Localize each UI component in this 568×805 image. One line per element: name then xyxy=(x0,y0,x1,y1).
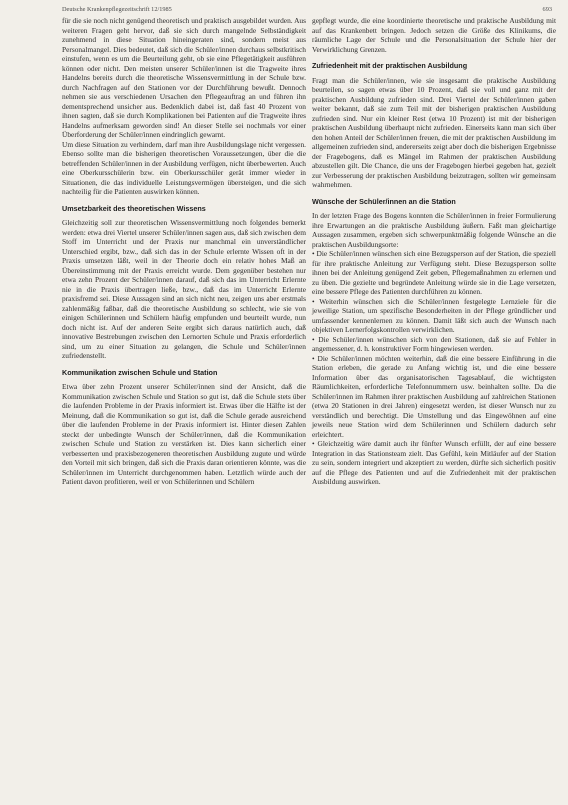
paragraph: für die sie noch nicht genügend theoretisch und praktisch ausgebildet wurden. Aus weiteren Fragen geht hervor, daß sie sich durch mangelnde Selbständigkeit zunehmend in diese Situation hineingeraten sind, sondern meist aus Personalmangel. Dies bedeutet, daß sich die Schüler/innen durchaus selbstkritisch einstufen, wenn es um die Beurteilung geht, ob sie eine Pflegetätigkeit ausführen können oder nicht. Den meisten unserer Schüler/innen ist die Tragweite ihres Handelns bereits durch die theoretische Wissensvermittlung in der Schule bzw. durch Nachfragen auf den Stationen vor der Durchführung bewußt. Dennoch nehmen sie aus verschiedenen Ursachen den Pflegeauftrag an und führen ihn dementsprechend unsicher aus. Bedenklich dabei ist, daß fast 40 Prozent von ihnen sagten, daß sie durch Komplikationen bei Patienten auf die Tragweite ihres Handelns aufmerksam geworden sind! An dieser Stelle sei nochmals vor einer Überforderung der Schüler/innen eindringlich gewarnt. xyxy=(62,16,306,139)
page-number: 693 xyxy=(542,6,552,13)
wish-list xyxy=(312,249,556,487)
running-header xyxy=(62,6,552,13)
paragraph: Um diese Situation zu verhindern, darf man ihre Ausbildungslage nicht vergessen. Ebenso sollte man die bisherigen theoretischen Voraussetzungen, über die die betreffenden Schüler/innen in der Ausbildung verfügen, nicht überbewerten. Auch eine Oberkursschülerin bzw. ein Oberkursschüler gerät immer wieder in Situationen, die das individuelle Leistungsvermögen übersteigen, und die sich nachteilig für die Patienten auswirken können. xyxy=(62,139,306,196)
list-item: • Die Schüler/innen wünschen sich von den Stationen, daß sie auf Fehler in angemessener, d. h. konstruktiver Form hingewiesen werden. xyxy=(312,335,556,354)
list-item: • Gleichzeitig wäre damit auch ihr fünfter Wunsch erfüllt, der auf eine bessere Integration in das Stationsteam zielt. Das Gefühl, kein Mitläufer auf der Station zu sein, sondern integriert und akzeptiert zu werden, dürfte sich sicherlich positiv auf die Pflege des Patienten und auf die Zufriedenheit mit der praktischen Ausbildung auswirken. xyxy=(312,439,556,487)
paragraph: Gleichzeitig soll zur theoretischen Wissensvermittlung noch folgendes bemerkt werden: etwa drei Viertel unserer Schüler/innen sagen aus, daß sich zwischen dem Stoff im Unterricht und der Praxis nur manchmal ein unverständlicher Unterschied ergibt, bzw., daß sich das in der Schule erlernte Wissen oft in der Praxis umsetzen läßt, weil in der Theorie doch ein relativ hohes Maß an Übereinstimmung mit der Praxis erreicht wurde. Dem gegenüber bestehen nur etwa zehn Prozent der Schüler/innen darauf, daß sich das im Unterricht Erlernte nie in die Praxis übertragen ließe, bzw., daß das im Unterricht Erlernte praxisfremd sei. Diese Aussagen sind an sich nicht neu, zeigen uns aber erstmals zahlenmäßig faßbar, daß die theoretische Ausbildung so schlecht, wie sie von einigen Schülerinnen und Schülern häufig empfunden und beurteilt wurde, nun doch nicht ist. Auf der anderen Seite ergibt sich daraus natürlich auch, daß innovative Bestrebungen zwischen den Lernorten Schule und Praxis erforderlich sind, um zu einer Situation zu gelangen, die Schule und Schüler/innen zufriedenstellt. xyxy=(62,218,306,360)
paragraph: In der letzten Frage des Bogens konnten die Schüler/innen in freier Formulierung ihre Erwartungen an die praktische Ausbildung äußern. Faßt man gleichartige Aussagen zusammen, ergeben sich schwerpunktmäßig folgende Wünsche an die praktischen Ausbildungsorte: xyxy=(312,211,556,249)
section-heading: Zufriedenheit mit der praktischen Ausbildung xyxy=(312,61,468,70)
list-item: • Die Schüler/innen möchten weiterhin, daß die eine bessere Einführung in die Station erleben, die gerade zu Anfang wichtig ist, und die eine bessere Information über das organisatorischen Tagesablauf, die wichtigsten Räumlichkeiten, erforderliche Telefonnummern usw. beinhalten sollte. Da die Schüler/innen im Rahmen ihrer praktischen Ausbildung auf zahlreichen Stationen (etwa 20 Stationen in drei Jahren) eingesetzt werden, ist dieser Wunsch nur zu verständlich und berechtigt. Die Umstellung und das Eingewöhnen auf eine jeweils neue Station wird dem Schülerinnen und Schülern dadurch sehr erleichtert. xyxy=(312,354,556,440)
left-column xyxy=(62,16,306,487)
paragraph: Etwa über zehn Prozent unserer Schüler/innen sind der Ansicht, daß die Kommunikation zwischen Schule und Station so gut ist, daß die Schule stets über die laufenden Probleme in der Praxis informiert ist. Etwas über die Hälfte ist der Meinung, daß die Kommunikation so gut ist, daß die Schule gerade ausreichend über die laufenden Probleme in der Praxis informiert ist. Hinter diesen Zahlen steckt der unbedingte Wunsch der Schüler/innen, daß die Kommunikation zwischen Schule und Station zu verstärken ist. Dies kann sicherlich einer verbesserten und praxisbezogeneren theoretischen Ausbildung zugute und würde den Vorteil mit sich bringen, daß sich die Praxis daran orientieren könnte, was die Schüler/innen im Unterricht durchgenommen haben. Letztlich würde auch der Patient davon profitieren, weil er von Schülerinnen und Schülern xyxy=(62,382,306,486)
paragraph: Fragt man die Schüler/innen, wie sie insgesamt die praktische Ausbildung beurteilen, so sagen etwas über 10 Prozent, daß sie voll und ganz mit der praktischen Ausbildung zufrieden sind. Drei Viertel der Schüler/innen gaben weiter bekannt, daß sie zum Teil mit der bisherigen praktischen Ausbildung zufrieden sind. Nur ein kleiner Rest (etwa 10 Prozent) ist mit der bisherigen praktischen Ausbildung überhaupt nicht zufrieden. Einerseits kann man sich über den hohen Anteil der Schüler/innen freuen, die mit der praktischen Ausbildung im allgemeinen zufrieden sind, andererseits zeigt aber doch die bisherigen Ergebnisse der Fragebogens, daß es Mängel im Rahmen der praktischen Ausbildung abzustellen gilt. Die Chance, die uns der Fragebogen hierbei gegeben hat, gezielt zur Verbesserung der praktischen Ausbildung beizutragen, sollten wir gemeinsam wahrnehmen. xyxy=(312,75,556,189)
list-item: • Die Schüler/innen wünschen sich eine Bezugsperson auf der Station, die speziell für ihre praktische Anleitung zur Verfügung steht. Diese Bezugsperson sollte ihnen bei der Anleitung genügend Zeit geben, Pflegemaßnahmen zu erlernen und zu üben. Die gezielte und begründete Anleitung würde sie in die Lage versetzen, eine bessere Pflege des Patienten durchführen zu können. xyxy=(312,249,556,297)
section-heading: Umsetzbarkeit des theoretischen Wissens xyxy=(62,203,206,213)
section-heading: Wünsche der Schüler/innen an die Station xyxy=(312,196,456,206)
section-heading: Kommunikation zwischen Schule und Station xyxy=(62,367,218,377)
list-item: • Weiterhin wünschen sich die Schüler/innen festgelegte Lernziele für die jeweilige Station, um spezifische Besonderheiten in der Pflege gründlicher und umfassender kennenlernen zu können. Damit läßt sich auch der Wunsch nach objektiven Lernerfolgskontrollen verwirklichen. xyxy=(312,297,556,335)
journal-title: Deutsche Krankenpflegezeitschrift 12/1985 xyxy=(62,6,172,13)
right-column xyxy=(312,16,556,487)
paragraph: gepflegt wurde, die eine koordinierte theoretische und praktische Ausbildung mit auf das Krankenbett bringen. Jedoch setzen die Größe des Klinikums, die räumliche Lage der Schule und die Personalsituation der Schule hier der Verwirklichung Grenzen. xyxy=(312,16,556,54)
